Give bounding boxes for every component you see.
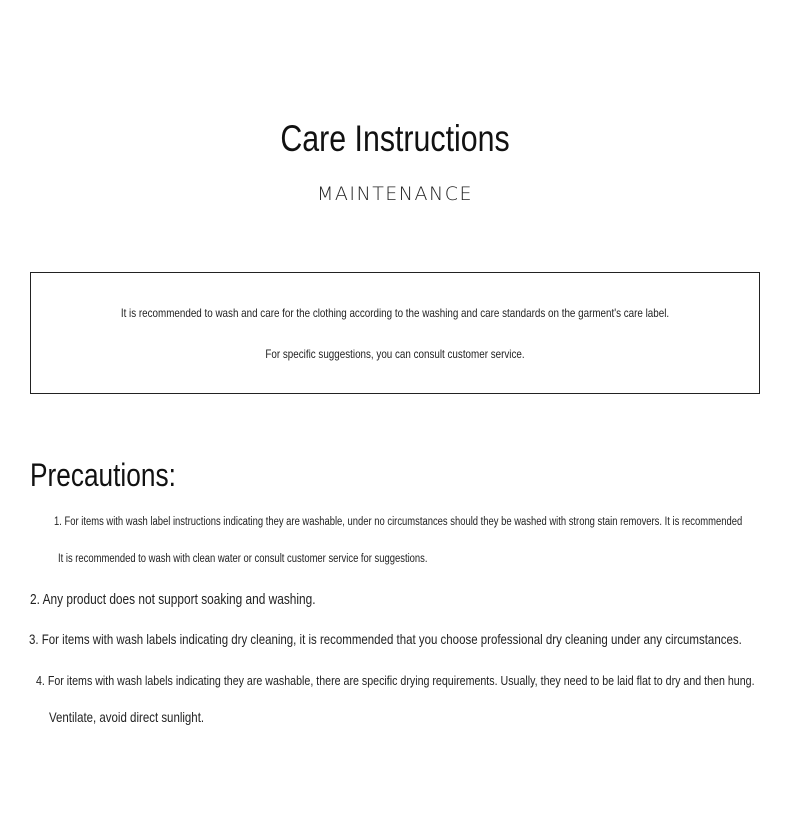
care-notice-line: For specific suggestions, you can consult customer service. (265, 347, 525, 361)
precaution-item-4: 4. For items with wash labels indicating they are washable, there are specific drying requirements. Usually, they need to be laid flat to dry and then hung. (36, 673, 755, 688)
page-title: Care Instructions (280, 118, 510, 159)
precaution-item-3: 3. For items with wash labels indicating dry cleaning, it is recommended that you choose professional dry cleaning under any circumstances. (29, 631, 742, 647)
precaution-item-1-continuation: It is recommended to wash with clean water or consult customer service for suggestions. (58, 553, 428, 565)
precautions-heading: Precautions: (30, 457, 176, 493)
precaution-item-4-continuation: Ventilate, avoid direct sunlight. (49, 709, 205, 725)
page-subtitle: MAINTENANCE (316, 183, 473, 205)
precaution-item-1: 1. For items with wash label instructions indicating they are washable, under no circumstances should they be washed with strong stain removers. It is recommended (54, 516, 743, 528)
care-notice-line: It is recommended to wash and care for the clothing according to the washing and care standards on the garment's care label. (120, 306, 670, 320)
care-notice-box (30, 272, 760, 394)
precaution-item-2: 2. Any product does not support soaking and washing. (30, 592, 316, 608)
